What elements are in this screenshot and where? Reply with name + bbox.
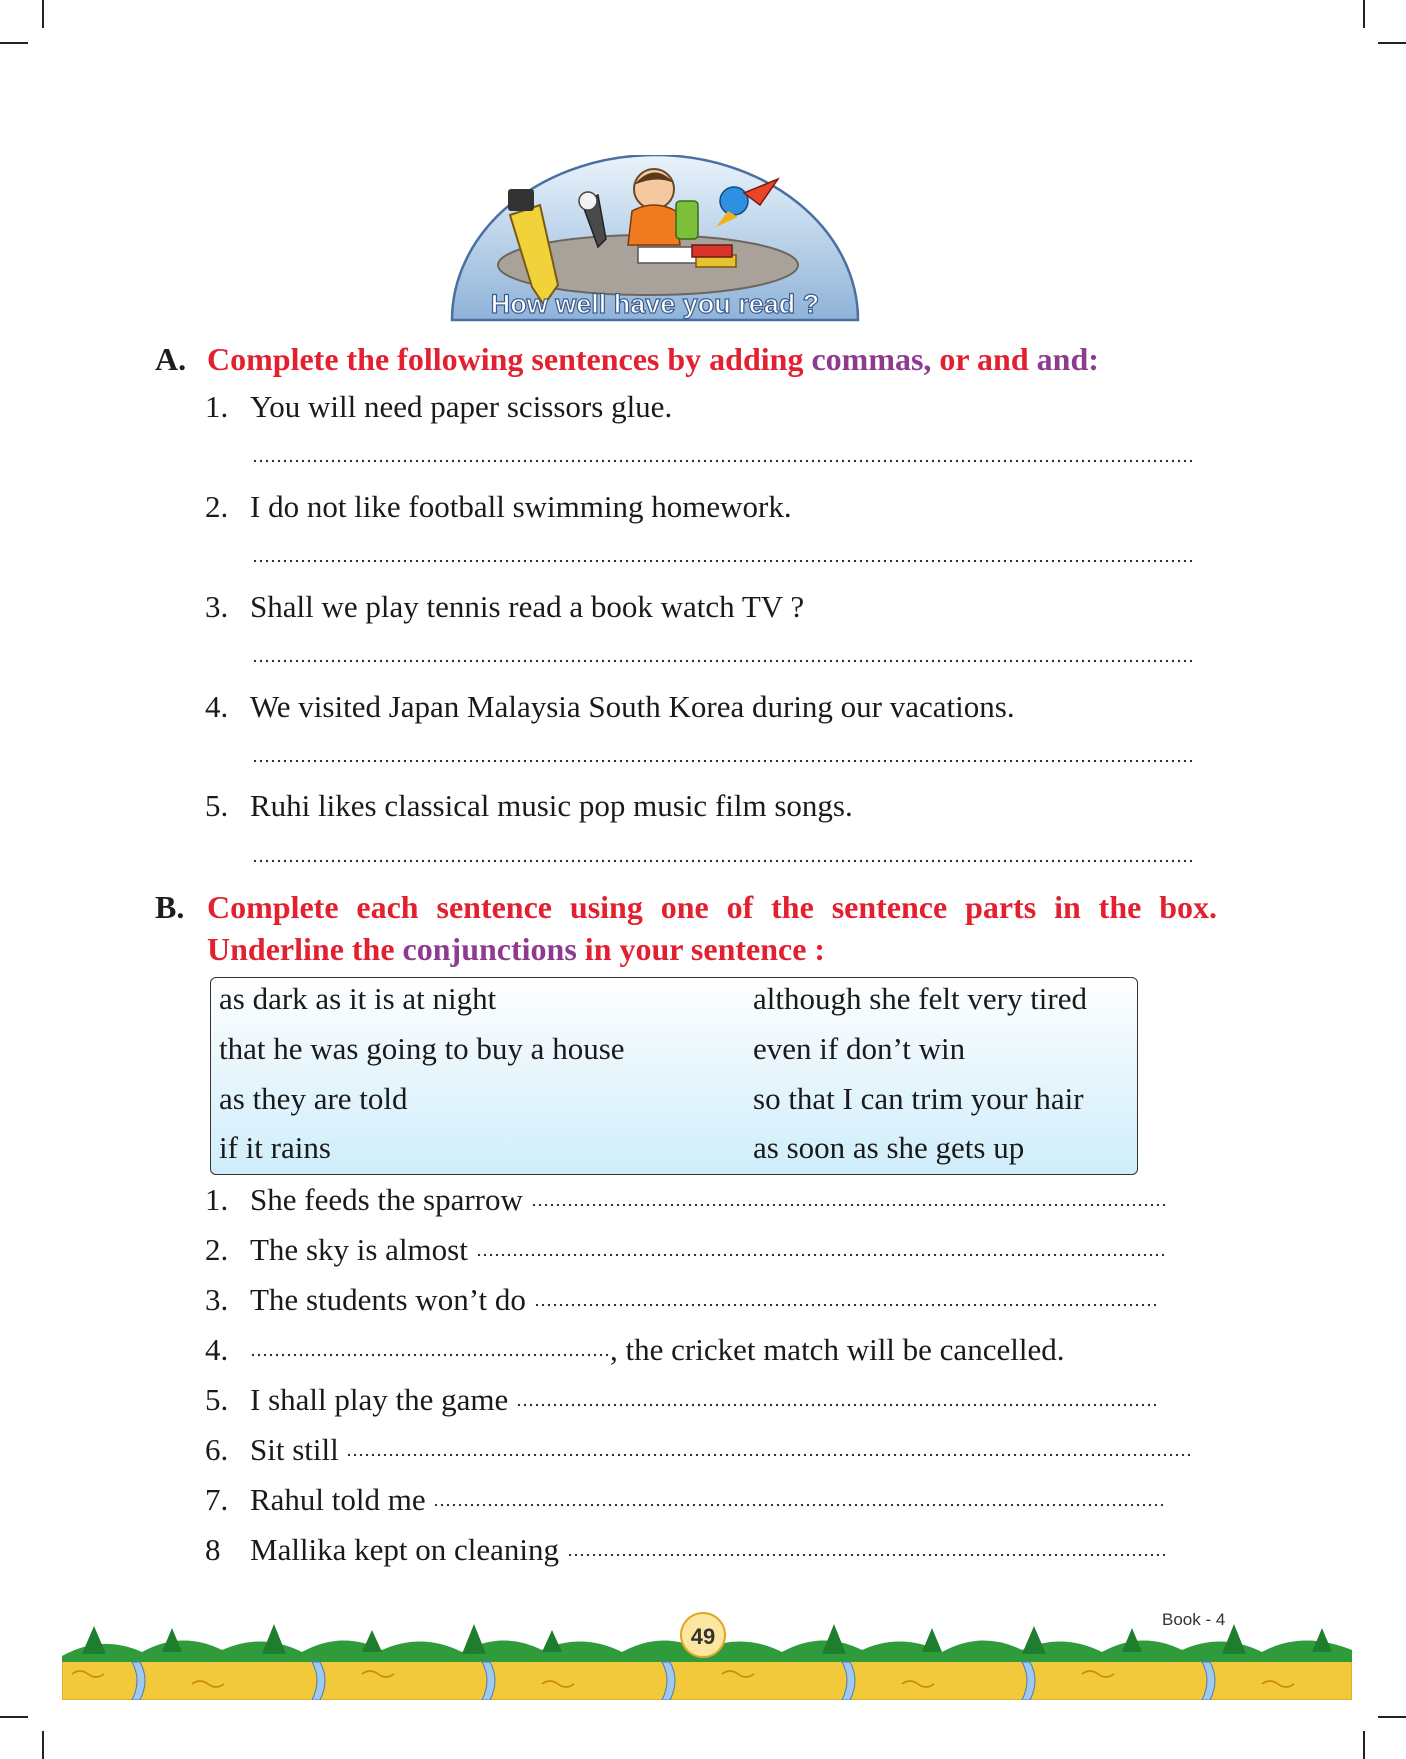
section-b-item (205, 1330, 1205, 1370)
answer-line[interactable] (252, 652, 1194, 670)
item-text: I shall play the game (250, 1382, 509, 1417)
section-a-item (205, 786, 1205, 826)
item-number: 3. (205, 589, 229, 624)
section-b-instruction-line1: Complete each sentence using one of the sentence parts in the box. (207, 889, 1217, 925)
keyword-and-colon: and: (1036, 341, 1099, 377)
answer-line[interactable] (433, 1500, 1163, 1510)
item-line (250, 1280, 1159, 1320)
instruction-prefix: Underline the (207, 931, 403, 967)
answer-line[interactable] (516, 1400, 1156, 1410)
answer-line[interactable] (531, 1200, 1166, 1210)
section-b-item (205, 1380, 1205, 1420)
item-line (250, 1230, 1166, 1270)
sentence-part: so that I can trim your hair (753, 1081, 1084, 1116)
item-text: , the cricket match will be cancelled. (610, 1332, 1065, 1367)
crop-mark (0, 1716, 28, 1718)
sentence-part: as they are told (219, 1081, 408, 1116)
answer-line[interactable] (534, 1300, 1159, 1310)
answer-line[interactable] (476, 1250, 1166, 1260)
banner-illustration (448, 155, 862, 325)
item-line (250, 1330, 1064, 1370)
section-b-item (205, 1430, 1205, 1470)
answer-line[interactable] (346, 1450, 1191, 1460)
section-a-item (205, 687, 1205, 727)
book-label: Book - 4 (1162, 1610, 1226, 1629)
section-b-item (205, 1230, 1205, 1270)
item-text: You will need paper scissors glue. (250, 389, 673, 424)
section-a-item (205, 587, 1205, 627)
crop-mark (1378, 42, 1406, 44)
crop-mark (42, 1731, 44, 1759)
item-line (250, 1530, 1165, 1570)
sentence-part: that he was going to buy a house (219, 1031, 625, 1066)
sentence-parts-box (210, 977, 1138, 1175)
item-text: She feeds the sparrow (250, 1182, 523, 1217)
section-a-letter: A. (155, 341, 187, 377)
sentence-part: if it rains (219, 1130, 331, 1165)
item-number: 1. (205, 1182, 229, 1217)
item-number: 8 (205, 1532, 221, 1567)
section-b-item (205, 1180, 1205, 1220)
item-text: I do not like football swimming homework. (250, 489, 792, 524)
item-number: 1. (205, 389, 229, 424)
crop-mark (0, 42, 28, 44)
item-number: 6. (205, 1432, 229, 1467)
answer-line[interactable] (252, 752, 1194, 770)
item-line (250, 1430, 1191, 1470)
item-number: 5. (205, 788, 229, 823)
banner (448, 155, 862, 325)
banner-title: How well have you read ? (490, 289, 820, 319)
item-number: 2. (205, 1232, 229, 1267)
item-text: Mallika kept on cleaning (250, 1532, 560, 1567)
section-b-item (205, 1480, 1205, 1520)
keyword-commas: commas, (811, 341, 932, 377)
item-number: 4. (205, 1332, 229, 1367)
section-b-instruction (155, 886, 1217, 970)
answer-line[interactable] (252, 552, 1194, 570)
item-text: Ruhi likes classical music pop music film songs. (250, 788, 853, 823)
item-text: Sit still (250, 1432, 339, 1467)
answer-line[interactable] (252, 852, 1194, 870)
answer-line[interactable] (567, 1550, 1165, 1560)
item-line (250, 1480, 1163, 1520)
section-a-item (205, 487, 1205, 527)
section-b-instruction-line2 (207, 928, 1217, 970)
item-text: The sky is almost (250, 1232, 468, 1267)
keyword-or: or (939, 341, 970, 377)
keyword-and: and (977, 341, 1029, 377)
section-b-item (205, 1280, 1205, 1320)
crop-mark (1363, 0, 1365, 28)
answer-line[interactable] (252, 452, 1194, 470)
item-text: The students won’t do (250, 1282, 526, 1317)
item-number: 3. (205, 1282, 229, 1317)
item-number: 2. (205, 489, 229, 524)
sentence-part: as soon as she gets up (753, 1130, 1025, 1165)
section-a-instruction-text: Complete the following sentences by adding (207, 341, 812, 377)
sentence-part: although she felt very tired (753, 981, 1088, 1016)
item-number: 4. (205, 689, 229, 724)
item-line (250, 1380, 1156, 1420)
item-line (250, 1180, 1166, 1220)
item-text: Rahul told me (250, 1482, 426, 1517)
answer-line[interactable] (250, 1350, 610, 1360)
section-b-item (205, 1530, 1205, 1570)
crop-mark (42, 0, 44, 28)
item-number: 5. (205, 1382, 229, 1417)
sentence-part: even if don’t win (753, 1031, 966, 1066)
crop-mark (1378, 1716, 1406, 1718)
section-a-item (205, 387, 1205, 427)
instruction-suffix: in your sentence : (576, 931, 826, 967)
sentence-part: as dark as it is at night (219, 981, 497, 1016)
section-b-letter: B. (155, 889, 185, 925)
item-text: Shall we play tennis read a book watch TV ? (250, 589, 805, 624)
keyword-conjunctions: conjunctions (402, 931, 577, 967)
item-text: We visited Japan Malaysia South Korea during our vacations. (250, 689, 1015, 724)
item-number: 7. (205, 1482, 229, 1517)
section-a-instruction (155, 338, 1207, 380)
crop-mark (1363, 1731, 1365, 1759)
page-number: 49 (680, 1612, 726, 1658)
